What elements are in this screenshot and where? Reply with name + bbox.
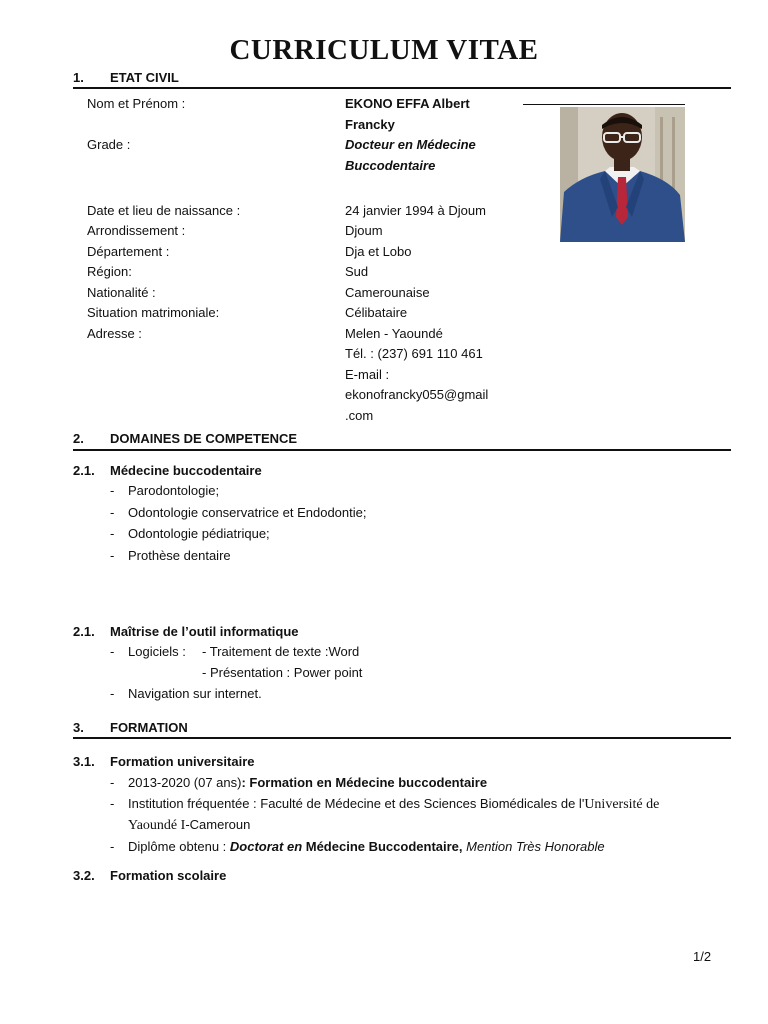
subsection-heading-universitaire: Formation universitaire xyxy=(110,754,255,769)
diplome-type: Doctorat en xyxy=(229,839,303,854)
institution-university: Université de xyxy=(584,797,660,812)
value-nom-cont: Francky xyxy=(345,117,395,132)
institution-text: Institution fréquentée : Faculté de Médecine et des Sciences Biomédicales de l' xyxy=(128,796,585,811)
label-naissance: Date et lieu de naissance : xyxy=(87,203,241,218)
value-adresse: Melen - Yaoundé xyxy=(345,326,443,341)
value-naissance: 24 janvier 1994 à Djoum xyxy=(345,203,486,218)
value-nom: EKONO EFFA Albert xyxy=(345,96,470,111)
bullet-dash: - xyxy=(110,839,115,854)
bullet-dash: - xyxy=(110,505,115,520)
subsection-heading-scolaire: Formation scolaire xyxy=(110,868,227,883)
value-grade: Docteur en Médecine xyxy=(345,137,476,152)
bullet-dash: - xyxy=(110,796,115,811)
formation-item-3 xyxy=(128,839,605,854)
logiciel-item: - Traitement de texte :Word xyxy=(202,644,360,659)
section-number: 1. xyxy=(73,70,84,85)
value-departement: Dja et Lobo xyxy=(345,244,412,259)
logiciel-item: - Présentation : Power point xyxy=(202,665,363,680)
label-region: Région: xyxy=(87,264,132,279)
bullet-dash: - xyxy=(110,548,115,563)
value-telephone: Tél. : (237) 691 110 461 xyxy=(345,346,483,361)
profile-photo xyxy=(560,107,685,242)
diplome-label: Diplôme obtenu : xyxy=(128,839,230,854)
diplome-mention: Mention Très Honorable xyxy=(462,839,605,854)
list-item: Parodontologie; xyxy=(128,483,220,498)
label-nom: Nom et Prénom : xyxy=(87,96,186,111)
formation-years: 2013-2020 (07 ans) xyxy=(128,775,242,790)
institution-country: -Cameroun xyxy=(185,817,251,832)
bullet-dash: - xyxy=(110,526,115,541)
list-item: Prothèse dentaire xyxy=(128,548,231,563)
label-grade: Grade : xyxy=(87,137,131,152)
section-number: 3. xyxy=(73,720,84,735)
subsection-number: 3.1. xyxy=(73,754,95,769)
section-heading-competences: DOMAINES DE COMPETENCE xyxy=(110,431,298,446)
list-item: Odontologie conservatrice et Endodontie; xyxy=(128,505,367,520)
list-item: Odontologie pédiatrique; xyxy=(128,526,270,541)
value-email-cont: .com xyxy=(345,408,374,423)
subsection-heading-informatique: Maîtrise de l’outil informatique xyxy=(110,624,299,639)
bullet-dash: - xyxy=(110,775,115,790)
section-rule xyxy=(73,87,731,89)
bullet-dash: - xyxy=(110,686,115,701)
subsection-number: 2.1. xyxy=(73,463,95,478)
section-heading-etat-civil: ETAT CIVIL xyxy=(110,70,179,85)
section-rule xyxy=(73,737,731,739)
label-departement: Département : xyxy=(87,244,170,259)
value-email-label: E-mail : xyxy=(345,367,390,382)
bullet-dash: - xyxy=(110,483,115,498)
portrait-image xyxy=(560,107,685,242)
bullet-dash: - xyxy=(110,644,115,659)
institution-city: Yaoundé I xyxy=(128,818,186,833)
page-number: 1/2 xyxy=(693,949,712,964)
section-heading-formation: FORMATION xyxy=(110,720,188,735)
label-arrondissement: Arrondissement : xyxy=(87,223,186,238)
formation-item-1 xyxy=(128,775,487,790)
formation-item-2-cont xyxy=(128,817,250,834)
logiciels-label: Logiciels : xyxy=(128,644,186,659)
formation-item-2 xyxy=(128,796,659,813)
section-number: 2. xyxy=(73,431,84,446)
value-grade-cont: Buccodentaire xyxy=(345,158,436,173)
subsection-number: 3.2. xyxy=(73,868,95,883)
formation-title: : Formation en Médecine buccodentaire xyxy=(241,775,488,790)
photo-line xyxy=(523,104,685,105)
value-situation: Célibataire xyxy=(345,305,408,320)
diplome-name: Médecine Buccodentaire, xyxy=(302,839,463,854)
section-rule xyxy=(73,449,731,451)
value-nationalite: Camerounaise xyxy=(345,285,430,300)
list-item: Navigation sur internet. xyxy=(128,686,262,701)
value-arrondissement: Djoum xyxy=(345,223,383,238)
label-adresse: Adresse : xyxy=(87,326,142,341)
label-situation: Situation matrimoniale: xyxy=(87,305,220,320)
label-nationalite: Nationalité : xyxy=(87,285,156,300)
value-region: Sud xyxy=(345,264,369,279)
subsection-number: 2.1. xyxy=(73,624,95,639)
page-title: CURRICULUM VITAE xyxy=(229,34,539,66)
value-email: ekonofrancky055@gmail xyxy=(345,387,489,402)
subsection-heading-medecine: Médecine buccodentaire xyxy=(110,463,262,478)
